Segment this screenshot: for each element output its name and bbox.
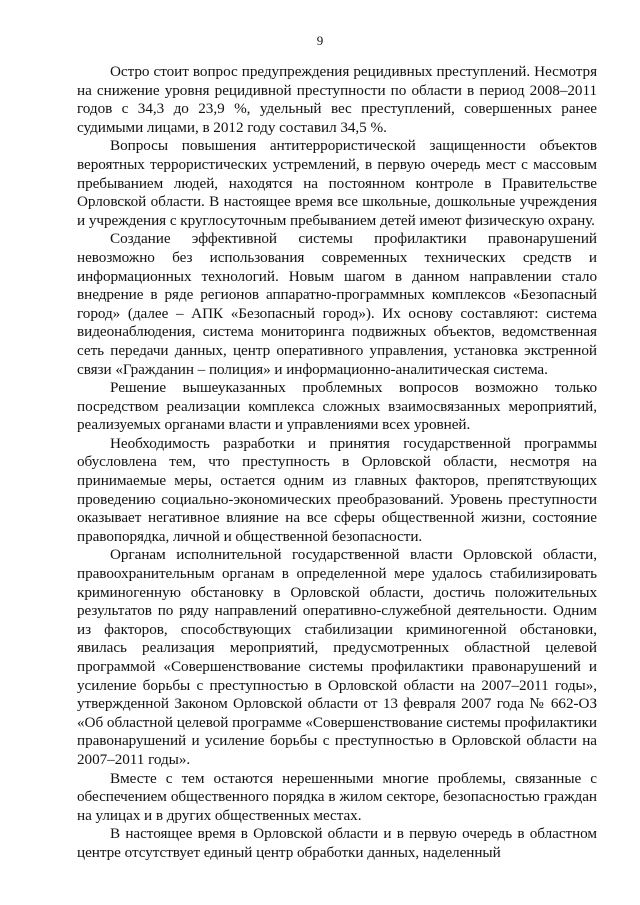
paragraph-data-center: В настоящее время в Орловской области и в первую очередь в областном центре отсутствует единый центр обработки данных, наделенный: [77, 825, 597, 861]
paragraph-safe-city: Создание эффективной системы профилактики правонарушений невозможно без использования современных технических средств и информационных технологий. Новым шагом в данном направлении стало внедрение в ряде регионов аппаратно-программных комплексов «Безопасный город» (далее – АПК «Безопасный город»). Их основу составляют: система видеонаблюдения, система мониторинга подвижных объектов, ведомственная сеть передачи данных, центр оперативного управления, установка экстренной связи «Гражданин – полиция» и информационно-аналитическая система.: [77, 230, 597, 378]
paragraph-authorities-results: Органам исполнительной государственной власти Орловской области, правоохранительным органам в определенной мере удалось стабилизировать криминогенную обстановку в Орловской области, достичь положительных результатов по ряду направлений оперативно-служебной деятельности. Одним из факторов, способствующих стабилизации криминогенной обстановки, явилась реализация мероприятий, предусмотренных областной целевой программой «Совершенствование системы профилактики правонарушений и усиление борьбы с преступностью в Орловской области на 2007–2011 годы», утвержденной Законом Орловской области от 13 февраля 2007 года № 662-ОЗ «Об областной целевой программе «Совершенствование системы профилактики правонарушений и усиление борьбы с преступностью в Орловской области на 2007–2011 годы».: [77, 546, 597, 768]
paragraph-program-necessity: Необходимость разработки и принятия государственной программы обусловлена тем, что преступность в Орловской области, несмотря на принимаемые меры, остается одним из главных факторов, препятствующих проведению социально-экономических преобразований. Уровень преступности оказывает негативное влияние на все сферы общественной жизни, состояние правопорядка, личной и общественной безопасности.: [77, 434, 597, 545]
page-number: 9: [316, 33, 324, 48]
paragraph-antiterror-protection: Вопросы повышения антитеррористической защищенности объектов вероятных террористических устремлений, в первую очередь мест с массовым пребыванием людей, находятся на постоянном контроле в Правительстве Орловской области. В настоящее время все школьные, дошкольные учреждения и учреждения с круглосуточным пребыванием детей имеют физическую охрану.: [77, 137, 597, 229]
paragraph-unresolved-problems: Вместе с тем остаются нерешенными многие проблемы, связанные с обеспечением общественного порядка в жилом секторе, безопасностью граждан на улицах и в других общественных местах.: [77, 769, 597, 824]
document-body: [77, 63, 597, 863]
paragraph-recidivism: Остро стоит вопрос предупреждения рецидивных преступлений. Несмотря на снижение уровня рецидивной преступности по области в период 2008–2011 годов с 34,3 до 23,9 %, удельный вес преступлений, совершенных ранее судимыми лицами, в 2012 году составил 34,5 %.: [77, 63, 597, 136]
paragraph-solution: Решение вышеуказанных проблемных вопросов возможно только посредством реализации комплекса сложных взаимосвязанных мероприятий, реализуемых органами власти и управлениями всех уровней.: [77, 379, 597, 434]
